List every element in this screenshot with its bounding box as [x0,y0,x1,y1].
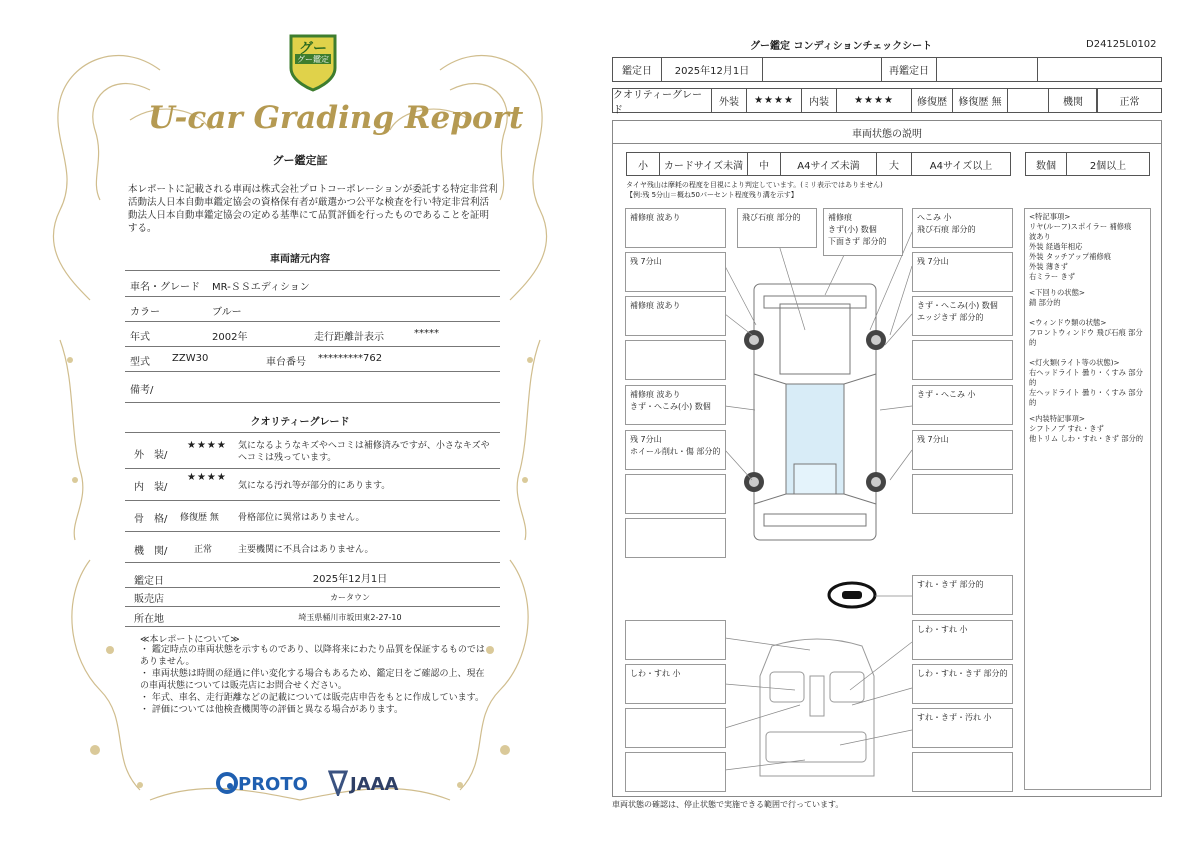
jaaa-logo-icon [328,770,348,796]
proto-logo-text: PROTO [238,774,308,795]
color-label: カラー [130,307,160,318]
interior-panel [625,620,726,660]
int-stars: ★★★★ [836,88,912,113]
interior-description: 気になる汚れ等が部分的にあります。 [238,481,391,491]
note-line: 右ヘッドライト 曇り・くすみ 部分的 [1029,368,1143,387]
note-line: <特記事項> [1029,212,1071,221]
tire-note-line2: 【例:残 5分山＝概ね50パーセント程度残り溝を示す】 [626,191,798,199]
note-line: シフトノブ すれ・きず [1029,424,1104,433]
note-spacer [1029,348,1146,358]
damage-panel [625,474,726,514]
panel-line: きず・へこみ(小) 数個 [630,402,711,411]
engine-description: 主要機関に不具合はありません。 [238,545,374,555]
repair-label: 修復歴 [911,88,953,113]
size-small-desc: カードサイズ未満 [659,152,748,176]
interior-panel [625,708,726,748]
reinspect-label: 再鑑定日 [881,57,937,82]
car-name-label: 車名・グレード [130,282,200,293]
interior-panel [912,620,1013,660]
panel-line: 飛び石痕 部分的 [917,225,976,234]
panel-line: しわ・すれ・きず 部分的 [917,669,1008,678]
exterior-description: 気になるようなキズやヘコミは補修済みですが、小さなキズやヘコミは残っています。 [238,441,490,463]
engine-label: 機 関/ [134,546,168,557]
chassis-label: 車台番号 [266,357,306,368]
int-label: 内装 [801,88,837,113]
panel-line: 残 7分山 [917,435,949,444]
about-list [140,644,490,716]
grade-label: クオリティーグレード [612,88,712,113]
panel-line: 残 7分山 [917,257,949,266]
damage-panel [625,430,726,470]
proto-logo-icon [216,772,238,794]
note-line: 外装 薄きず [1029,262,1068,271]
panel-line: 飛び石痕 部分的 [742,213,801,222]
date-value: 2025年12月1日 [661,57,763,82]
quality-section-title: クオリティーグレード [250,417,350,428]
frame-value: 修復歴 無 [180,513,219,523]
note-line: リヤ(ルーフ)スポイラー 補修痕 [1029,222,1132,231]
panel-line: エッジきず 部分的 [917,313,984,322]
damage-panel [625,208,726,248]
exterior-stars: ★★★★ [187,440,227,451]
panel-line: 残 7分山 [630,435,662,444]
interior-panel [625,664,726,704]
damage-panel [912,208,1013,248]
note-spacer [1029,308,1146,318]
repair-value: 修復歴 無 [952,88,1008,113]
engine-value: 正常 [194,545,213,555]
note-line: 右ミラー きず [1029,272,1076,281]
panel-line: 補修痕 波あり [630,301,681,310]
condition-check-sheet [600,0,1200,848]
color-value: ブルー [212,307,242,318]
model-label: 型式 [130,357,150,368]
dealer-value: カータウン [330,593,370,602]
address-label: 所在地 [134,614,164,625]
note-line: 左ヘッドライト 曇り・くすみ 部分的 [1029,388,1143,407]
damage-panel [912,474,1013,514]
interior-panel [912,575,1013,615]
panel-line: ホイール削れ・傷 部分的 [630,447,721,456]
special-notes-box [1024,208,1151,790]
panel-line: きず(小) 数個 [828,225,877,234]
interior-stars: ★★★★ [187,472,227,483]
model-value: ZZW30 [172,353,209,364]
about-item: ・ 年式、車名、走行距離などの記載については販売店申告をもとに作成しています。 [140,693,484,703]
panel-line: きず・へこみ(小) 数個 [917,301,998,310]
size-small-label: 小 [626,152,660,176]
damage-panel [823,208,903,256]
panel-line: しわ・すれ 小 [630,669,681,678]
about-title: ≪本レポートについて≫ [140,635,240,645]
size-large-label: 大 [876,152,912,176]
interior-panel [912,752,1013,792]
note-line: <内装特記事項> [1029,414,1086,423]
address-value: 埼玉県桶川市坂田東2-27-10 [298,613,402,622]
damage-panel [737,208,817,248]
panel-line: しわ・すれ 小 [917,625,968,634]
remarks-label: 備考/ [130,385,154,396]
engine-value: 正常 [1097,88,1162,113]
ext-stars: ★★★★ [746,88,802,113]
frame-description: 骨格部位に異常はありません。 [238,513,365,523]
inspection-date-value: 2025年12月1日 [312,574,388,585]
damage-panel [625,252,726,292]
interior-panel [912,708,1013,748]
panel-line: すれ・きず・汚れ 小 [917,713,992,722]
count-label: 数個 [1025,152,1067,176]
damage-panel [625,518,726,558]
size-mid-desc: A4サイズ未満 [780,152,877,176]
goo-badge-icon: グー グー鑑定 [285,32,341,94]
document-id: D24125L0102 [1086,39,1157,50]
size-large-desc: A4サイズ以上 [911,152,1011,176]
panel-line: 補修痕 [828,213,852,222]
interior-panel [912,664,1013,704]
year-label: 年式 [130,332,150,343]
inspection-date-label: 鑑定日 [134,576,164,587]
note-line: 錆 部分的 [1029,298,1061,307]
panel-line: きず・へこみ 小 [917,390,976,399]
engine-label: 機関 [1048,88,1098,113]
dealer-label: 販売店 [134,594,164,605]
jaaa-logo-text: JAAA [350,774,399,795]
note-line: 他トリム しわ・すれ・きず 部分的 [1029,434,1144,443]
note-line: 外装 経過年相応 [1029,242,1083,251]
note-line: 外装 タッチアップ補修痕 [1029,252,1112,261]
certificate-intro: 本レポートに記載される車両は株式会社プロトコーポレーションが委託する特定非営利活動法人日本自動車鑑定協会の資格保有者が厳選かつ公平な検査を行い特定非営利活動法人日本自動車鑑定協会の定める基準にて品質評価を行ったものであることを証明する。 [128,184,498,234]
note-line: フロントウィンドウ 飛び石痕 部分的 [1029,328,1143,347]
count-desc: 2個以上 [1066,152,1150,176]
damage-panel [912,385,1013,425]
panel-line: 補修痕 波あり [630,213,681,222]
damage-panel [625,385,726,425]
chassis-value: *********762 [318,353,383,364]
mileage-value: ***** [414,328,439,339]
panel-line: 下面きず 部分的 [828,237,887,246]
spec-section-title: 車両諸元内容 [270,254,330,265]
sheet-title: グー鑑定 コンディションチェックシート [750,41,933,52]
condition-title: 車両状態の説明 [612,120,1162,144]
ext-label: 外装 [711,88,747,113]
damage-panel [912,430,1013,470]
date-label: 鑑定日 [612,57,662,82]
note-line: <下回りの状態> [1029,288,1086,297]
frame-label: 骨 格/ [134,514,168,525]
panel-line: へこみ 小 [917,213,952,222]
report-title: U-car Grading Report [148,100,524,136]
note-line: <ウィンドウ類の状態> [1029,318,1107,327]
about-item: ・ 鑑定時点の車両状態を示すものであり、以降将来にわたり品質を保証するものではありません。 [140,645,485,667]
about-item: ・ 評価については他検査機関等の評価と異なる場合があります。 [140,705,403,715]
mileage-label: 走行距離計表示 [314,332,384,343]
note-line: <灯火類(ライト等の状態)> [1029,358,1120,367]
badge-label: グー鑑定 [297,55,329,64]
damage-panel [625,296,726,336]
year-value: 2002年 [212,332,248,343]
panel-line: すれ・きず 部分的 [917,580,984,589]
damage-panel [912,252,1013,292]
interior-label: 内 装/ [134,482,168,493]
exterior-label: 外 装/ [134,450,168,461]
damage-panel [912,340,1013,380]
footer-note: 車両状態の確認は、停止状態で実施できる範囲で行っています。 [612,800,844,809]
car-name-value: MR-ＳＳエディション [212,282,310,293]
tire-note-line1: タイヤ残山は摩耗の程度を目視により判定しています。(ミリ表示ではありません) [626,181,883,189]
certificate-title: グー鑑定証 [272,154,328,167]
panel-line: 残 7分山 [630,257,662,266]
panel-line: 補修痕 波あり [630,390,681,399]
damage-panel [912,296,1013,336]
about-item: ・ 車両状態は時間の経過に伴い変化する場合もあるため、鑑定日をご確認の上、現在の車両状態については販売店にお問合せください。 [140,669,485,691]
note-line: 波あり [1029,232,1051,241]
interior-panel [625,752,726,792]
size-mid-label: 中 [747,152,781,176]
damage-panel [625,340,726,380]
